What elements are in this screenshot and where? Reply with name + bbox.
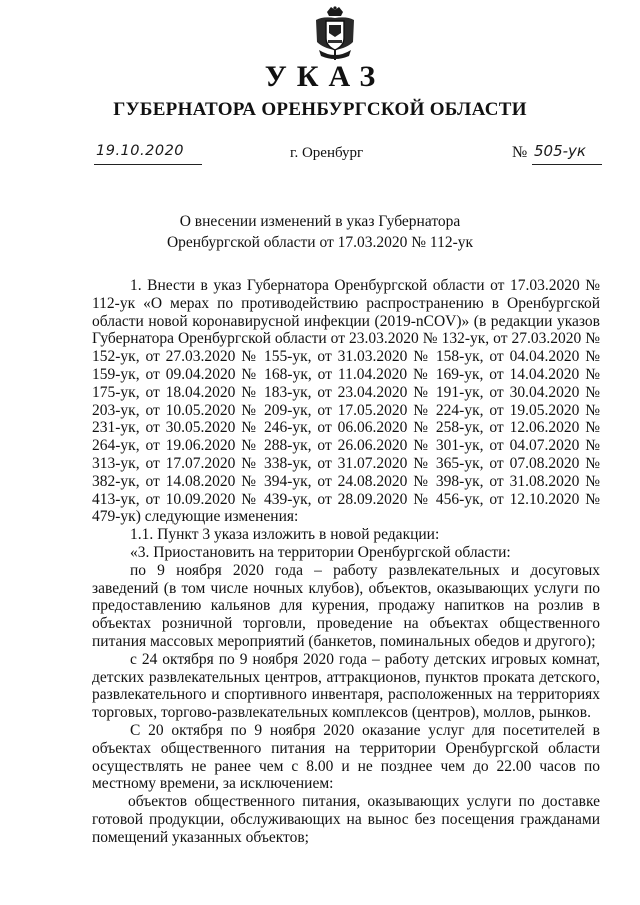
- paragraph-4: по 9 ноября 2020 года – работу развлекательных и досуговых заведений (в том числе ночных клубов), объектов, оказывающих услуги по предоставлению кальянов для курения, продажу напитков на розлив в объектах розничной торговли, проведение на объектах общественного питания массовых мероприятий (банкетов, поминальных обедов и другого);: [92, 561, 600, 650]
- document-number-value: 505-ук: [534, 142, 586, 160]
- document-city: г. Оренбург: [290, 145, 364, 161]
- issuer-title: ГУБЕРНАТОРА ОРЕНБУРГСКОЙ ОБЛАСТИ: [113, 99, 527, 120]
- document-body: [92, 277, 600, 847]
- paragraph-1: 1. Внести в указ Губернатора Оренбургской области от 17.03.2020 № 112-ук «О мерах по противодействию распространению в Оренбургской области новой коронавирусной инфекции (2019-nCOV)» (в редакции указов Губернатора Оренбургской области от 23.03.2020 № 132-ук, от 27.03.2020 № 152-ук, от 27.03.2020 № 155-ук, от 31.03.2020 № 158-ук, от 04.04.2020 № 159-ук, от 09.04.2020 № 168-ук, от 11.04.2020 № 169-ук, от 14.04.2020 № 175-ук, от 18.04.2020 № 183-ук, от 23.04.2020 № 191-ук, от 30.04.2020 № 203-ук, от 10.05.2020 № 209-ук, от 17.05.2020 № 224-ук, от 19.05.2020 № 231-ук, от 30.05.2020 № 246-ук, от 06.06.2020 № 258-ук, от 12.06.2020 № 264-ук, от 19.06.2020 № 288-ук, от 26.06.2020 № 301-ук, от 04.07.2020 № 313-ук, от 17.07.2020 № 338-ук, от 31.07.2020 № 365-ук, от 07.08.2020 № 382-ук, от 14.08.2020 № 394-ук, от 24.08.2020 № 398-ук, от 31.08.2020 № 413-ук, от 10.09.2020 № 439-ук, от 28.09.2020 № 456-ук, от 12.10.2020 № 479-ук) следующие изменения:: [92, 277, 600, 526]
- heading-line-1: О внесении изменений в указ Губернатора: [179, 213, 461, 230]
- document-heading: [0, 211, 640, 253]
- number-underline: [532, 164, 602, 165]
- number-sign: №: [512, 144, 528, 161]
- paragraph-5: с 24 октября по 9 ноября 2020 года – работу детских игровых комнат, детских развлекательных центров, аттракционов, пунктов проката детского, развлекательного и спортивного инвентаря, расположенных на территориях торговых, торгово-развлекательных комплексов (центров), моллов, рынков.: [92, 650, 600, 722]
- paragraph-7: объектов общественного питания, оказывающих услуги по доставке готовой продукции, обслуживающих на вынос без посещения гражданами помещений указанных объектов;: [92, 793, 600, 846]
- heading-line-2: Оренбургской области от 17.03.2020 № 112-ук: [166, 234, 474, 251]
- paragraph-2: 1.1. Пункт 3 указа изложить в новой редакции:: [130, 526, 440, 544]
- coat-of-arms-icon: [313, 6, 357, 62]
- paragraph-3: «3. Приостановить на территории Оренбургской области:: [130, 543, 511, 561]
- document-date: [94, 143, 202, 165]
- document-date-value: 19.10.2020: [96, 143, 185, 159]
- paragraph-6: С 20 октября по 9 ноября 2020 оказание услуг для посетителей в объектах общественного питания на территории Оренбургской области осуществлять не ранее чем с 8.00 и не позднее чем до 22.00 часов по местному времени, за исключением:: [92, 721, 600, 793]
- date-underline: [94, 164, 202, 165]
- document-number: [512, 141, 604, 165]
- document-title: УКАЗ: [264, 60, 386, 93]
